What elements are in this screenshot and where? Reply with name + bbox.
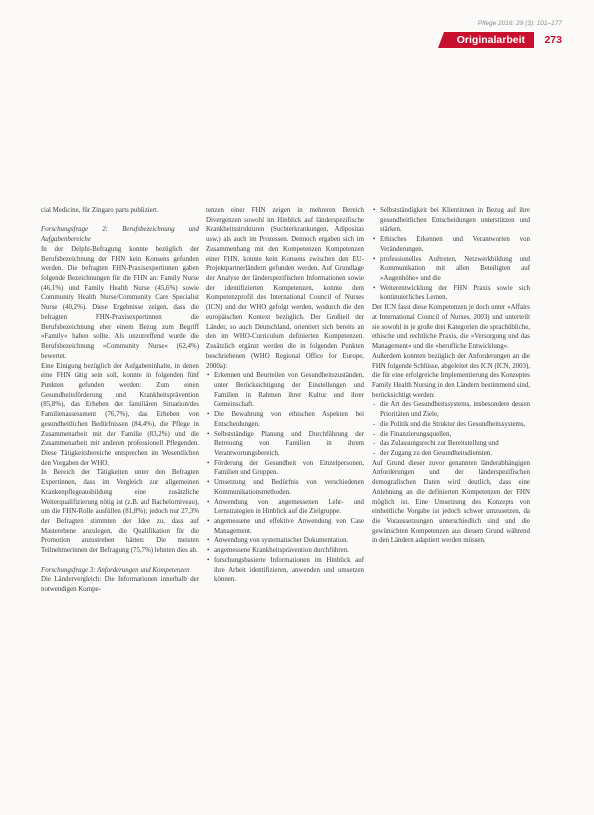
paragraph: Außerdem konnten bezüglich der Anforderungen an die FHN folgende Schlüsse, abgeleitet des ICN (ICN, 2003), die für eine erfolgreiche Implementierung des Konzeptes Family Health Nursing in den Ländern bestimmend sind, berücksichtigt werden:: [372, 352, 530, 399]
list-item: - das Zulassungsrecht zur Bereitstellung und: [372, 439, 530, 449]
journal-reference: Pflege 2016; 29 (3): 101–177: [477, 20, 562, 27]
section-heading: Forschungsfrage 2: Berufsbezeichnung und Aufgabenbereiche: [41, 226, 199, 244]
column-2: [206, 206, 364, 585]
paragraph: cial Medicine, für Zingaro parts publiziert.: [41, 207, 159, 214]
paragraph: In Bereich der Tätigkeiten unter den Befragten Expertinnen, dass im Vergleich zur allgemeinen Krankenpflegeausbildung eine zusätzliche Weiterqualifizierung nötig ist (z.B. auf Bachelorniveau), um die FHN-Rolle ausfüllen (81,8%); jedoch nur 27,3% der Befragten stimmten der Idee zu, dass auf Masterebene anzulegen, die Qualifikation für die Promotion anzustreben hätten: Die meisten Teilnehmerinnen der Befragung (75,7%) lehnten dies ab.: [41, 469, 199, 555]
list-item: • Umsetzung und Bedürfnis von verschiedenen Kommunikationsmethoden.: [206, 478, 364, 497]
list-item: • angemessene Krankheitsprävention durchführen.: [206, 546, 364, 556]
list-item: • Förderung der Gesundheit von Einzelpersonen, Familien und Gruppen.: [206, 459, 364, 478]
column-3: [372, 206, 530, 546]
list-item: - die Finanzierungsquellen,: [372, 430, 530, 440]
list-item: • forschungsbasierte Informationen im Hinblick auf ihre Arbeit identifizieren, anwenden und umsetzen können.: [206, 556, 364, 585]
header-bar: [0, 32, 594, 48]
paragraph: Der ICN fasst diese Kompetenzen je doch unter »Affairs at International Council of Nurses, 2003) und unterteilt sie sowohl in je große drei Kategorien die sprachübliche, ethische und rechtliche Praxis, die »Versorgung und das Management« und die »berufliche Entwicklung«.: [372, 304, 530, 351]
column-1: [41, 206, 199, 595]
list-item: - die Art des Gesundheitssystems, insbesondere dessen Prioritäten und Ziele,: [372, 400, 530, 419]
list-item: • Erkennen und Beurteilen von Gesundheitszuständen, unter Berücksichtigung der Einstellungen und Familien in Rahmen ihrer Kultur und ihrer Gemeinschaft.: [206, 371, 364, 410]
requirements-list: [372, 400, 530, 458]
paragraph: tenzen einer FHN zeigen in mehreren Bereich Divergenzen sowohl im Hinblick auf länderspezifische Krankheitsstrukturen (Suchterkrankungen, Adipositas usw.) als auch im Prozessen. Dennoch ergaben sich im Zusammenhang mit den Kompetenzen Kompetenzen einer FHN, konnte kein Konsens zwischen den EU-Projektpartnerländern gefunden werden. Auf Grundlage der Analyse der länderspezifischen Informationen sowie der identifizierten Kompetenzen, konnte dem Kompetenzprofil des International Council of Nurses (ICN) und der WHO gefolgt werden, wodurch die den europäischen Kontext bezüglich. Der Großteil der Länder, so auch Deutschland, orientiert sich bereits an den im WHO-Curriculum definierten Kompetenzen. Zusätzlich ergänzt werden die in folgenden Punkten beschriebenen (WHO Regional Office for Europe, 2000a):: [206, 207, 364, 370]
list-item: • Selbstständige Planung und Durchführung der Betreuung von Familien in ihrem Verantwortungsbereich.: [206, 430, 364, 459]
list-item: • Selbstständigkeit bei Klientinnen in Bezug auf ihre gesundheitlichen Entscheidungen unterstützen und stärken.: [372, 206, 530, 235]
list-item: - der Zugang zu den Gesundheitsdiensten.: [372, 449, 530, 459]
list-item: • professionelles Auftreten, Netzwerkbildung und Kommunikation mit allen Beteiligten auf »Augenhöhe« und die: [372, 255, 530, 284]
competency-list-continued: [372, 206, 530, 303]
list-item: • Anwendung von angemessenen Lehr- und Lernstrategien in Hinblick auf die Zielgruppe.: [206, 498, 364, 517]
paragraph: Eine Einigung bezüglich der Aufgabeninhalte, in denen eine FHN tätig sein soll, konnte in folgenden fünf Punkten gefunden werden: Zum einen Gesundheitsförderung und Krankheitsprävention (85,8%), das Erheben der familiären Situation/des Familienassessment (76,7%), das Erheben von gesundheitlichen Bedürfnissen (84,4%), die Pflege in Zusammenarbeit mit der Familie (83,2%) und die Zusammenarbeit mit anderen professionell Pflegenden. Diese Tätigkeitsbereiche entsprechen im Wesentlichen den Vorgaben der WHO.: [41, 362, 199, 467]
list-item: • Anwendung von systematischer Dokumentation.: [206, 536, 364, 546]
paragraph: Die Ländervergleich: Die Informationen innerhalb der notwendigen Kompe-: [41, 576, 199, 594]
paragraph: Auf Grund dieser zuvor genannten länderabhängigen Anforderungen und der länderspezifischen demografischen Daten wird deutlich, dass eine Anlehnung an die definierten Kompetenzen der FHN möglich ist. Eine Umsetzung des Konzepts von einheitliche Vorgabe ist jedoch schwer umzusetzen, da die Voraussetzungen unterschiedlich sind und die gewünschten Kompetenzen aus diesem Grund während in den Ländern adaptiert werden müssen.: [372, 459, 530, 545]
list-item: • Die Bewahrung von ethischen Aspekten bei Entscheidungen.: [206, 410, 364, 429]
section-heading: Forschungsfrage 3: Anforderungen und Kompetenzen: [41, 566, 190, 574]
list-item: • Weiterentwicklung der FHN Praxis sowie sich kontinuierliches Lernen.: [372, 284, 530, 303]
list-item: • Ethisches Erkennen und Verantworten von Veränderungen.: [372, 235, 530, 254]
list-item: - die Politik und die Struktur des Gesundheitssystems,: [372, 420, 530, 430]
page-number: 273: [544, 34, 562, 46]
competency-list: [206, 371, 364, 585]
section-tag: Originalarbeit: [444, 32, 534, 48]
paragraph: In der Delphi-Befragung konnte bezüglich der Berufsbezeichnung der FHN kein Konsens gefunden werden. Die befragten FHN-Praxisexpertinnen gaben folgende Bezeichnungen für die FHN an: Family Nurse (46,1%) und Family Health Nurse (45,6%) sowie Community Health Nurse/Community Care Specialist Nurse (40,2%). Diese Ergebnisse zeigen, dass die befragten FHN-Praxisexpertinnen die Berufsbezeichnung eher einem Bezug zum Begriff »Family« haben sollte. Als unzutreffend wurde die Berufsbezeichnung »Community Nurse« (62,4%) bewertet.: [41, 245, 199, 360]
list-item: • angemessene und effektive Anwendung von Case Management.: [206, 517, 364, 536]
